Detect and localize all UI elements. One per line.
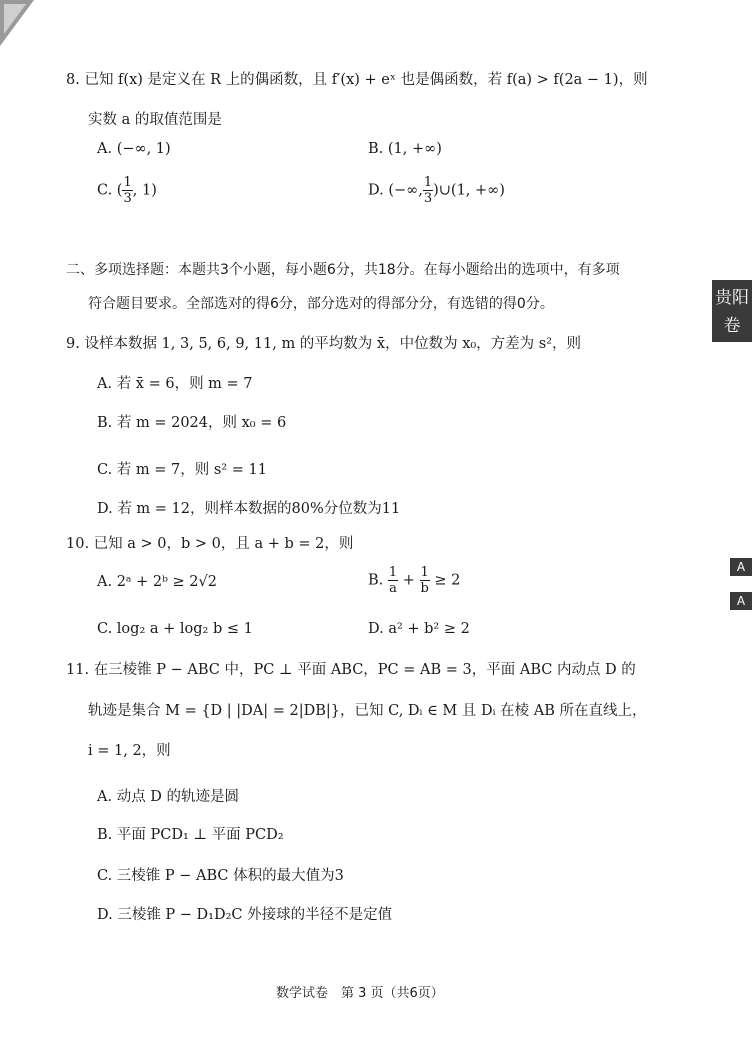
q8-option-c-fraction [122, 176, 132, 205]
q8-option-d-fraction [423, 176, 433, 205]
q8-option-d-numerator: 1 [423, 175, 433, 190]
q8-option-c-close: , 1) [132, 182, 157, 199]
q8-option-c-denominator: 3 [123, 191, 132, 206]
q9-option-b: B. 若 m = 2024，则 x₀ = 6 [97, 415, 287, 431]
q10-option-a: A. 2ᵃ + 2ᵇ ≥ 2√2 [97, 574, 217, 590]
q11-stem-line2: 轨迹是集合 M = {D | |DA| = 2|DB|}，已知 C, Dᵢ ∈ M 且 Dᵢ 在棱 AB 所在直线上， [88, 703, 647, 719]
q9-option-d: D. 若 m = 12，则样本数据的80%分位数为11 [97, 501, 401, 517]
q9-stem: 9. 设样本数据 1, 3, 5, 6, 9, 11, m 的平均数为 x̄，中位数为 x₀，方差为 s²，则 [66, 336, 582, 352]
q8-option-d [368, 176, 505, 205]
q10-option-b-numerator-1: 1 [388, 565, 398, 580]
q11-stem-line3: i = 1, 2，则 [88, 743, 171, 759]
q11-option-b: B. 平面 PCD₁ ⊥ 平面 PCD₂ [97, 827, 284, 843]
q10-option-b-plus: + [402, 572, 415, 589]
q8-option-c [97, 176, 157, 205]
q8-stem-line2: 实数 a 的取值范围是 [88, 112, 222, 128]
section2-instructions-line1: 二、多项选择题：本题共3个小题，每小题6分，共18分。在每小题给出的选项中，有多项 [66, 262, 620, 278]
side-tab-a-2: A [730, 592, 752, 610]
page-footer: 数学试卷 第 3 页（共6页） [276, 986, 444, 1001]
q10-option-b-tail: ≥ 2 [434, 572, 461, 589]
q8-option-d-open: (−∞, [388, 182, 423, 199]
q10-option-b-label: B. [368, 572, 384, 589]
q11-stem-line1: 11. 在三棱锥 P − ABC 中，PC ⊥ 平面 ABC，PC = AB = 3，平面 ABC 内动点 D 的 [66, 662, 636, 678]
q10-option-b-fraction-2 [420, 566, 430, 595]
q8-option-d-denominator: 3 [423, 191, 433, 206]
q8-stem-line1: 8. 已知 f(x) 是定义在 R 上的偶函数，且 f′(x) + eˣ 也是偶函数，若 f(a) > f(2a − 1)，则 [66, 72, 648, 88]
side-tab-region [712, 280, 752, 342]
q11-option-a: A. 动点 D 的轨迹是圆 [97, 789, 240, 805]
q9-option-c: C. 若 m = 7，则 s² = 11 [97, 462, 267, 478]
q10-option-b-numerator-2: 1 [420, 565, 429, 580]
q11-option-c: C. 三棱锥 P − ABC 体积的最大值为3 [97, 868, 344, 884]
side-tab-region-line2: 卷 [723, 316, 741, 336]
q8-option-b: B. (1, +∞) [368, 141, 442, 157]
q10-option-b-fraction-1 [388, 566, 398, 595]
section2-instructions-line2: 符合题目要求。全部选对的得6分，部分选对的得部分分，有选错的得0分。 [88, 296, 554, 312]
q8-option-c-numerator: 1 [123, 175, 132, 190]
q8-option-d-close: )∪(1, +∞) [433, 182, 505, 199]
q10-option-b-denominator-1: a [389, 581, 397, 596]
side-tab-region-line1: 贵阳 [715, 288, 749, 308]
q10-option-b [368, 566, 460, 595]
q8-option-c-open: ( [116, 182, 123, 199]
q10-option-b-denominator-2: b [420, 581, 429, 596]
q11-option-d: D. 三棱锥 P − D₁D₂C 外接球的半径不是定值 [97, 907, 393, 923]
q8-option-d-label: D. [368, 182, 384, 199]
q10-option-d: D. a² + b² ≥ 2 [368, 621, 470, 637]
side-tab-a-1: A [730, 558, 752, 576]
q8-option-a: A. (−∞, 1) [97, 141, 171, 157]
q10-option-c: C. log₂ a + log₂ b ≤ 1 [97, 621, 253, 637]
q9-option-a: A. 若 x̄ = 6，则 m = 7 [97, 376, 253, 392]
corner-decoration [0, 0, 38, 50]
q8-option-c-label: C. [97, 182, 113, 199]
q10-stem: 10. 已知 a > 0，b > 0，且 a + b = 2，则 [66, 536, 354, 552]
